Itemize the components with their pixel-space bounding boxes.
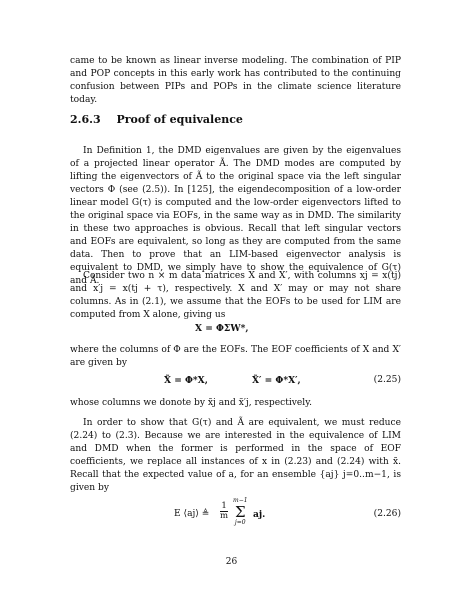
sum-lower-limit: j=0 bbox=[234, 519, 246, 526]
fraction-denominator: m bbox=[220, 511, 229, 521]
section-heading bbox=[70, 113, 243, 126]
section-number: 2.6.3 bbox=[70, 113, 101, 126]
sum-upper-limit: m−1 bbox=[233, 497, 248, 504]
equation-svd bbox=[70, 322, 401, 336]
equation-number-2-25: (2.25) bbox=[373, 375, 401, 385]
paragraph-3: where the columns of Φ are the EOFs. The EOF coefficients of X and X′ are given by bbox=[70, 345, 401, 368]
paragraph-1: In Definition 1, the DMD eigenvalues are given by the eigenvalues of a projected linear operator Ã. The DMD modes are computed by lifting the eigenvectors of Ã to the original space via the left singular vectors Φ (see (2.5)). In [125], the eigendecomposition of a low-order linear model G(τ) is computed and the low-order eigenvectors lifted to the original space via EOFs, in the same way as in DMD. The similarity in these two approaches is obvious. Recall that left singular vectors and EOFs are equivalent, so long as they are computed from the same data. Then to prove that an LIM-based eigenvector analysis is equivalent to DMD, we simply have to show the equivalence of G(τ) and Ã. bbox=[70, 146, 401, 286]
fraction-numerator: 1 bbox=[221, 501, 227, 511]
equation-svd-text: X = ΦΣW*, bbox=[195, 323, 249, 334]
equation-2-25-left: X̃ = Φ*X, bbox=[164, 375, 208, 386]
equation-2-25 bbox=[70, 374, 401, 388]
equation-2-26-sum: m−1 Σ j=0 bbox=[233, 497, 248, 526]
paragraph-2: Consider two n × m data matrices X and X′, with columns xj = x(tj) and x′j = x(tj + τ), respectively. X and X′ may or may not share columns. As in (2.1), we assume that the EOFs to be used for LIM are computed from X alone, giving us bbox=[70, 271, 401, 320]
equation-2-25-right: X̃′ = Φ*X′, bbox=[252, 375, 301, 386]
page-number: 26 bbox=[225, 557, 238, 567]
equation-2-26-lhs: E ⟨aj⟩ ≜ bbox=[174, 509, 210, 519]
paragraph-intro: came to be known as linear inverse modeling. The combination of PIP and POP concepts in this early work has contributed to the continuing confusion between PIPs and POPs in the climate science literature today. bbox=[70, 56, 401, 105]
paragraph-4: whose columns we donote by x̃j and x̃′j, respectively. bbox=[70, 398, 313, 408]
section-title: Proof of equivalence bbox=[116, 113, 243, 126]
equation-2-26-summand: aj. bbox=[253, 509, 266, 520]
equation-number-2-26: (2.26) bbox=[373, 509, 401, 519]
paragraph-5-display: In order to show that G(τ) and Ã are equivalent, we must reduce (2.24) to (2.3). Because we are interested in the equivalence of LIM and DMD when the former is performed in the space of EOF coefficients, we replace all instances of x in (2.23) and (2.24) with x̃. Recall that the expected value of a, for an ensemble {aj} j=0..m−1, is given by bbox=[70, 418, 401, 493]
equation-2-26-fraction bbox=[220, 502, 228, 521]
equation-2-26 bbox=[70, 497, 401, 530]
